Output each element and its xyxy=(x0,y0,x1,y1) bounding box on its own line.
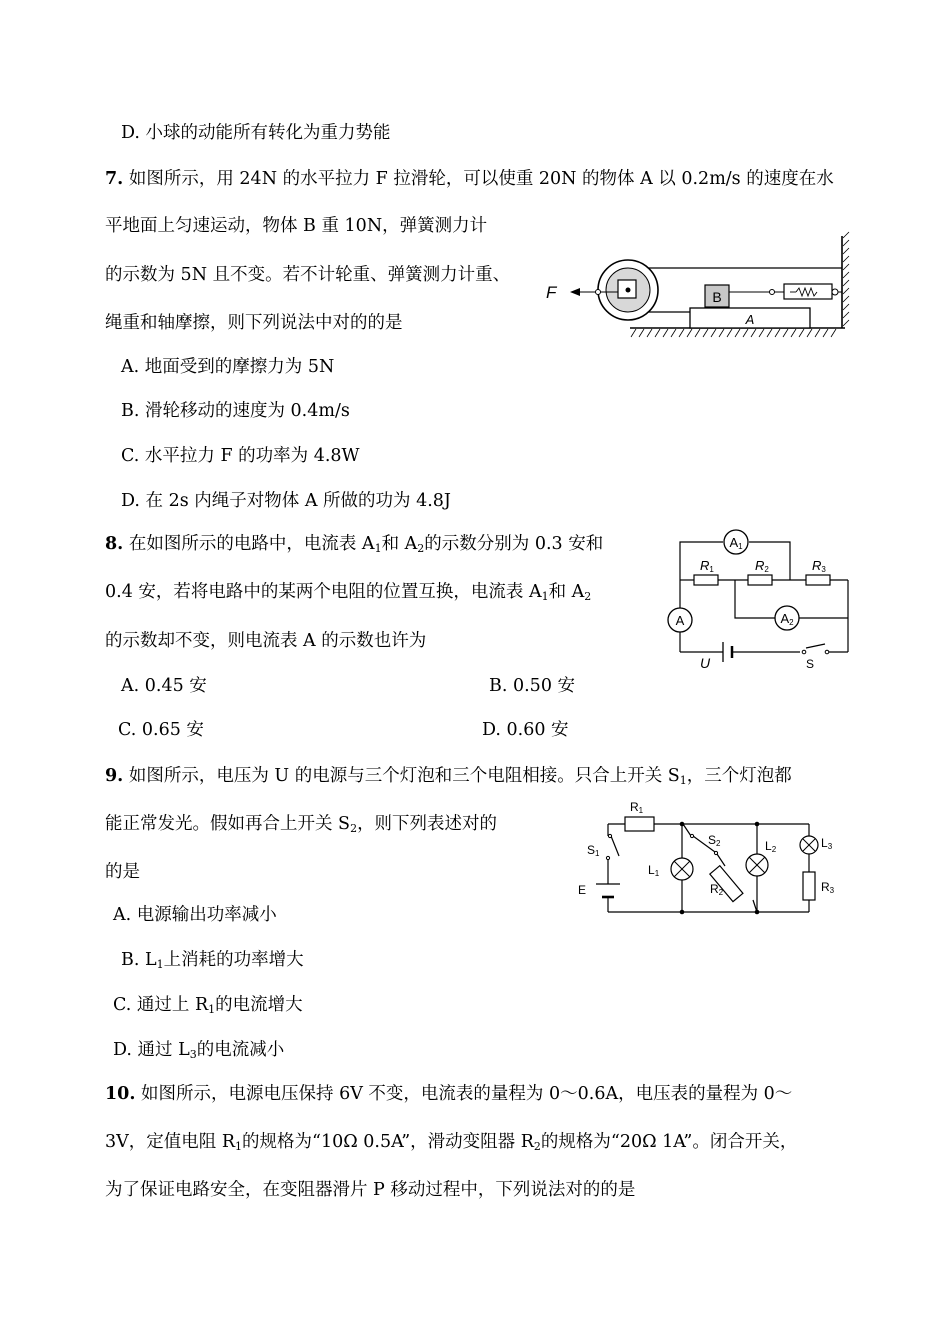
q8-number: 8. xyxy=(105,534,124,554)
q9-text: 能正常发光。假如再合上开关 S xyxy=(105,814,351,834)
q10-sub: 1 xyxy=(235,1140,243,1153)
q10-text: 的规格为“10Ω 0.5A”，滑动变阻器 R xyxy=(242,1132,534,1152)
q8-a1-sub: 1 xyxy=(738,542,743,551)
q10-text: 如图所示，电源电压保持 6V 不变，电流表的量程为 0～0.6A，电压表的量程为 0～ xyxy=(141,1084,793,1104)
q9-r1-letter: R xyxy=(630,800,639,814)
q9-option-c xyxy=(113,993,303,1017)
q8-text: 的示数分别为 0.3 安和 xyxy=(424,534,604,554)
q10-number: 10. xyxy=(105,1084,136,1104)
q7-line-3: 的示数为 5N 且不变。若不计轮重、弹簧测力计重、 xyxy=(105,265,511,285)
q8-line-2 xyxy=(105,580,591,604)
q9-r2-letter: R xyxy=(710,882,719,896)
q8-circuit-figure xyxy=(660,528,852,673)
q8-a-letter: A xyxy=(675,613,685,628)
q8-a1-letter: A xyxy=(729,535,739,550)
q8-r3-sub: 3 xyxy=(821,565,826,574)
q9-text: D. 通过 L xyxy=(113,1040,190,1060)
q8-sub: 2 xyxy=(417,542,425,555)
q8-r1-sub: 1 xyxy=(709,565,714,574)
q8-r2-letter: R xyxy=(755,558,765,573)
q9-line-1 xyxy=(105,764,792,788)
q9-text: B. L xyxy=(121,950,157,970)
q9-line-2 xyxy=(105,812,497,836)
q8-sub: 1 xyxy=(541,590,549,603)
q9-l1-sub: 1 xyxy=(654,869,660,878)
svg-text:R3 xyxy=(812,558,826,574)
q8-sub: 1 xyxy=(374,542,382,555)
q8-option-b: B. 0.50 安 xyxy=(489,676,576,696)
q8-option-c: C. 0.65 安 xyxy=(118,720,204,740)
q8-switch-label: S xyxy=(806,657,815,671)
q9-r2-sub: 2 xyxy=(718,888,724,897)
q9-text: 如图所示，电压为 U 的电源与三个灯泡和三个电阻相接。只合上开关 S xyxy=(128,766,680,786)
q10-text: 3V，定值电阻 R xyxy=(105,1132,236,1152)
q9-number: 9. xyxy=(105,766,124,786)
q9-r1-sub: 1 xyxy=(638,806,644,815)
q8-a2-letter: A xyxy=(780,611,790,626)
q7-line-2: 平地面上匀速运动，物体 B 重 10N，弹簧测力计 xyxy=(105,216,488,236)
q6-option-d: D. 小球的动能所有转化为重力势能 xyxy=(121,123,391,143)
svg-text:R1 xyxy=(700,558,714,574)
q9-text: 的电流增大 xyxy=(215,995,303,1015)
q9-option-b xyxy=(121,948,304,972)
q9-s2-sub: 2 xyxy=(716,839,721,848)
q7-option-b: B. 滑轮移动的速度为 0.4m/s xyxy=(121,401,350,421)
q8-a2-sub: 2 xyxy=(789,618,794,627)
svg-text:L3 xyxy=(821,836,833,851)
q8-line-1 xyxy=(105,532,603,556)
q7-line-1 xyxy=(105,167,834,191)
q9-s1-sub: 1 xyxy=(595,849,600,858)
svg-text:L2 xyxy=(765,839,777,854)
q7-line-4: 绳重和轴摩擦，则下列说法中对的的是 xyxy=(105,313,403,333)
q9-sub: 1 xyxy=(208,1003,216,1016)
q10-sub: 2 xyxy=(533,1140,541,1153)
q9-line-3: 的是 xyxy=(105,862,140,882)
q10-text: 的规格为“20Ω 1A”。闭合开关， xyxy=(540,1132,798,1152)
q9-r3-sub: 3 xyxy=(829,886,835,895)
q8-text: 0.4 安，若将电路中的某两个电阻的位置互换，电流表 A xyxy=(105,582,542,602)
q9-l2-sub: 2 xyxy=(771,845,777,854)
q9-l3-sub: 3 xyxy=(827,842,833,851)
q10-line-2 xyxy=(105,1130,797,1154)
q9-option-d xyxy=(113,1038,284,1062)
q7-block-a-label: A xyxy=(745,312,755,327)
q9-r3-letter: R xyxy=(821,880,830,894)
svg-text:L1 xyxy=(648,863,660,878)
q8-option-a: A. 0.45 安 xyxy=(121,676,207,696)
q7-option-c: C. 水平拉力 F 的功率为 4.8W xyxy=(121,446,360,466)
q9-text: ，则下列表述对的 xyxy=(357,814,498,834)
q8-text: 和 A xyxy=(381,534,418,554)
q9-e-label: E xyxy=(578,883,587,897)
q8-r1-letter: R xyxy=(700,558,710,573)
q8-text: 和 A xyxy=(548,582,585,602)
svg-text:R3 xyxy=(821,880,835,895)
q8-text: 在如图所示的电路中，电流表 A xyxy=(128,534,375,554)
q9-sub: 1 xyxy=(156,958,164,971)
q8-voltage-label: U xyxy=(700,655,711,671)
q9-text: 上消耗的功率增大 xyxy=(163,950,304,970)
q7-option-d: D. 在 2s 内绳子对物体 A 所做的功为 4.8J xyxy=(121,491,451,511)
q9-s1-letter: S xyxy=(587,843,596,857)
q8-option-d: D. 0.60 安 xyxy=(482,720,569,740)
q8-r2-sub: 2 xyxy=(764,565,769,574)
q10-line-3: 为了保证电路安全，在变阻器滑片 P 移动过程中，下列说法对的的是 xyxy=(105,1180,636,1200)
q9-text: ，三个灯泡都 xyxy=(686,766,792,786)
q7-pulley-figure xyxy=(540,232,852,342)
q7-force-label: F xyxy=(546,283,557,302)
q9-sub: 2 xyxy=(350,822,358,835)
svg-text:S2 xyxy=(708,833,721,848)
q7-number: 7. xyxy=(105,169,124,189)
q9-text: C. 通过上 R xyxy=(113,995,209,1015)
q8-line-3: 的示数却不变，则电流表 A 的示数也许为 xyxy=(105,631,427,651)
q8-sub: 2 xyxy=(584,590,592,603)
q9-option-a: A. 电源输出功率减小 xyxy=(113,905,277,925)
q9-s2-letter: S xyxy=(708,833,717,847)
svg-text:R2 xyxy=(755,558,769,574)
svg-text:S1 xyxy=(587,843,600,858)
q9-circuit-figure xyxy=(575,796,850,914)
q8-r3-letter: R xyxy=(812,558,822,573)
q9-sub: 3 xyxy=(189,1048,197,1061)
q9-sub: 1 xyxy=(679,774,687,787)
q10-line-1 xyxy=(105,1082,792,1106)
q9-text: 的电流减小 xyxy=(196,1040,285,1060)
q9-l1-letter: L xyxy=(648,863,655,877)
q9-l2-letter: L xyxy=(765,839,772,853)
q7-text-1: 如图所示，用 24N 的水平拉力 F 拉滑轮，可以使重 20N 的物体 A 以 0.2m/s 的速度在水 xyxy=(128,169,834,189)
q7-option-a: A. 地面受到的摩擦力为 5N xyxy=(121,357,335,377)
q9-l3-letter: L xyxy=(821,836,828,850)
svg-text:R1 xyxy=(630,800,644,815)
q7-block-b-label: B xyxy=(712,289,722,305)
